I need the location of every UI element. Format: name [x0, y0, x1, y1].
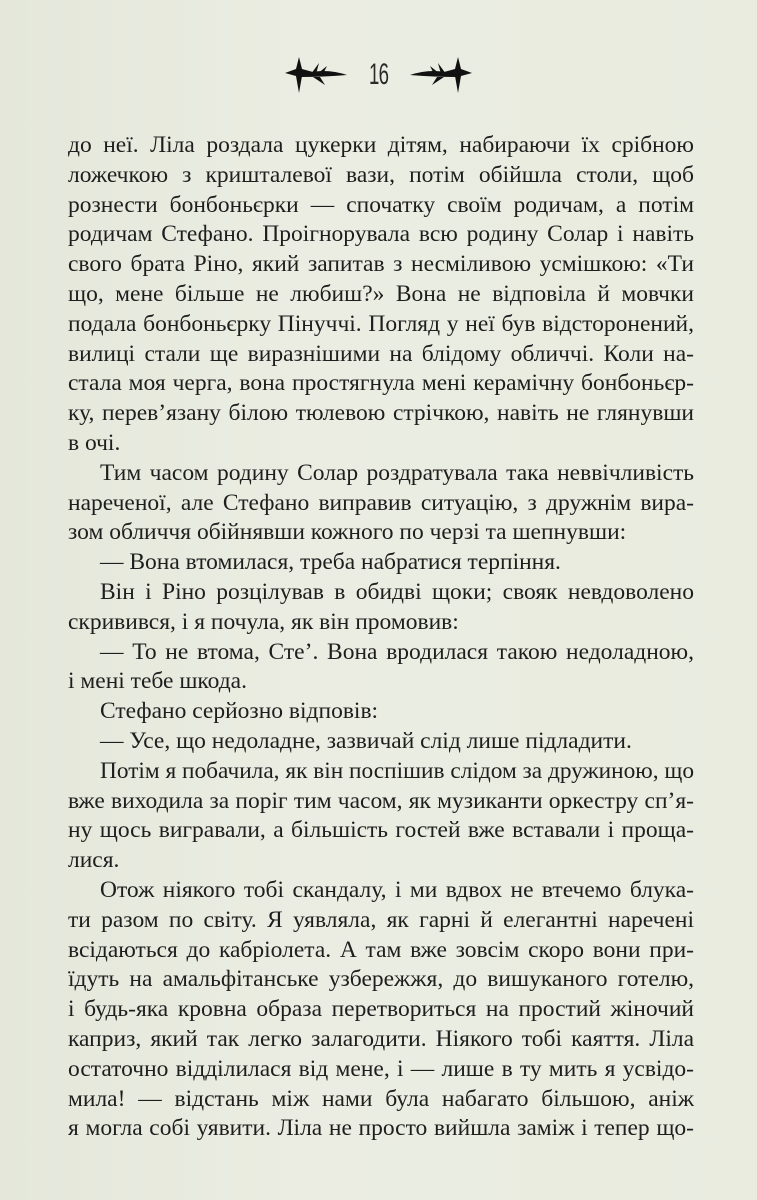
text-line: — Вона втомилася, треба набратися терпіння. — [100, 549, 561, 576]
text-line: Потім я побачила, як він поспішив слідом за дружиною, що — [100, 757, 694, 784]
text-line: ку, перев’язану білою тюлевою стрічкою, навіть не глянувши — [68, 400, 694, 427]
text-line: мила! — відстань між нами була набагато більшою, аніж — [68, 1085, 694, 1112]
text-line: ти разом по світу. Я уявляла, як гарні й елегантні наречені — [68, 906, 694, 933]
text-line: Отож ніякого тобі скандалу, і ми вдвох не втечемо блука- — [100, 876, 694, 903]
text-line: Тим часом родину Солар роздратувала така неввічливість — [100, 459, 694, 486]
text-line: зом обличчя обійнявши кожного по черзі та шепнувши: — [68, 519, 627, 546]
text-line: я могла собі уявити. Ліла не просто вийшла заміж і тепер що- — [68, 1115, 694, 1142]
text-line: всідаються до кабріолета. А там вже зовсім скоро вони при- — [68, 936, 694, 963]
text-line: що, мене більше не любиш?» Вона не відповіла й мовчки — [68, 280, 694, 307]
text-line: лися. — [68, 847, 120, 874]
text-line: Він і Ріно розцілував в обидві щоки; свояк невдоволено — [100, 578, 694, 605]
text-line: Стефано серйозно відповів: — [100, 698, 379, 725]
text-line: ну щось вигравали, а більшість гостей вже вставали і проща- — [68, 817, 694, 844]
text-line: нареченої, але Стефано виправив ситуацію, з дружнім вира- — [68, 489, 694, 516]
body-text — [68, 131, 694, 1144]
text-line: — То не втома, Сте’. Вона вродилася такою недоладною, — [100, 638, 694, 665]
text-line: каприз, який так легко залагодити. Ніякого тобі каяття. Ліла — [68, 1025, 694, 1052]
text-line: і мені тебе шкода. — [68, 668, 247, 695]
text-line: і будь-яка кровна образа перетвориться на простий жіночий — [68, 996, 694, 1023]
text-line: до неї. Ліла роздала цукерки дітям, набираючи їх срібною — [68, 132, 694, 158]
text-line: — Усе, що недоладне, зазвичай слід лише підладити. — [100, 727, 632, 754]
page-number: 16 — [368, 58, 389, 91]
text-line: ложечкою з кришталевої вази, потім обійшла столи, щоб — [68, 161, 694, 188]
text-line: родичам Стефано. Проігнорувала всю родину Солар і навіть — [68, 221, 694, 248]
text-line: скривився, і я почула, як він промовив: — [68, 608, 459, 635]
text-line: стала моя черга, вона простягнула мені керамічну бонбоньєр- — [68, 370, 694, 397]
text-line: в очі. — [68, 429, 121, 456]
text-line: їдуть на амальфітанське узбережжя, до вишуканого готелю, — [68, 966, 694, 993]
text-line: вже виходила за поріг тим часом, як музиканти оркестру сп’я- — [68, 787, 694, 814]
page-header — [0, 55, 757, 95]
text-line: подала бонбоньєрку Пінуччі. Погляд у неї був відсторонений, — [68, 310, 694, 337]
text-line: вилиці стали ще виразнішими на блідому обличчі. Коли на- — [68, 340, 694, 367]
flower-ornament-icon — [285, 55, 349, 95]
flower-ornament-icon — [408, 55, 472, 95]
text-line: свого брата Ріно, який запитав з несміливою усмішкою: «Ти — [68, 251, 694, 278]
text-line: рознести бонбоньєрки — спочатку своїм родичам, а потім — [68, 191, 694, 218]
text-line: остаточно відділилася від мене, і — лише в ту мить я усвідо- — [68, 1055, 694, 1082]
